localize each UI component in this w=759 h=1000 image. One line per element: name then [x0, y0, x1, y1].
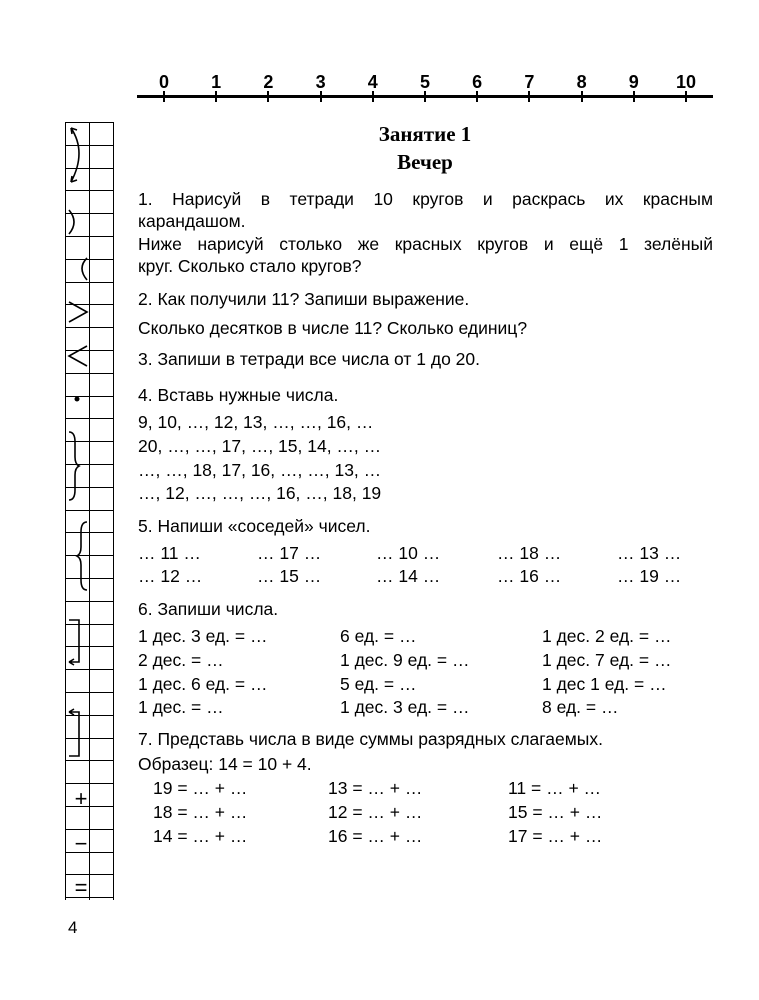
ruler-tick-label: 1	[211, 72, 222, 92]
task6-item: 2 дес. = …	[138, 650, 224, 670]
task7-item: 18 = … + …	[153, 802, 248, 822]
lesson-title	[340, 120, 510, 176]
task7-heading: 7. Представь числа в виде суммы разрядных слагаемых.	[138, 729, 603, 749]
bracket-arrow-icon	[69, 620, 79, 665]
task4-row: …, 12, …, …, …, 16, …, 18, 19	[138, 483, 382, 503]
task5-item: … 14 …	[376, 566, 441, 586]
task6-heading: 6. Запиши числа.	[138, 599, 279, 619]
task7-example: Образец: 14 = 10 + 4.	[138, 754, 312, 774]
number-ruler	[137, 72, 713, 102]
page-number: 4	[68, 918, 78, 937]
task6-item: 1 дес. 6 ед. = …	[138, 674, 268, 694]
right-brace-icon	[69, 432, 79, 500]
ruler-tick-label: 3	[315, 72, 326, 92]
ruler-tick-label: 9	[628, 72, 639, 92]
bracket-arrows-icon	[71, 128, 79, 182]
task4-row: 20, …, …, 17, …, 15, 14, …, …	[138, 436, 382, 456]
task6-item: 1 дес. 3 ед. = …	[340, 697, 470, 717]
task6-item: 1 дес 1 ед. = …	[542, 674, 667, 694]
bracket-arrow-up-icon	[69, 709, 79, 756]
task5-item: … 16 …	[497, 566, 562, 586]
task6-item: 1 дес. 3 ед. = …	[138, 626, 268, 646]
task5-item: … 13 …	[617, 543, 682, 563]
task6-item: 8 ед. = …	[542, 697, 619, 717]
grid-svg	[65, 122, 115, 900]
task5-item: … 11 …	[138, 543, 201, 563]
task7-item: 15 = … + …	[508, 802, 603, 822]
minus-icon: −	[74, 831, 88, 856]
ruler-tick-label: 0	[158, 72, 169, 92]
task4-heading: 4. Вставь нужные числа.	[138, 385, 339, 405]
task2-line2: Сколько десятков в числе 11? Сколько единиц?	[138, 318, 528, 338]
equals-icon: =	[74, 875, 88, 900]
task1-line4: круг. Сколько стало кругов?	[138, 256, 362, 276]
task2-line1: 2. Как получили 11? Запиши выражение.	[138, 289, 470, 309]
title-line-2: Вечер	[397, 150, 453, 174]
task6-item: 5 ед. = …	[340, 674, 417, 694]
task5-item: … 10 …	[376, 543, 441, 563]
task7-item: 14 = … + …	[153, 826, 248, 846]
ruler-tick-label: 2	[263, 72, 274, 92]
ruler-tick-label: 6	[472, 72, 483, 92]
task4-row: 9, 10, …, 12, 13, …, …, 16, …	[138, 412, 374, 432]
task7-item: 13 = … + …	[328, 778, 423, 798]
task5-item: … 17 …	[257, 543, 322, 563]
ruler-tick-label: 10	[675, 72, 697, 92]
less-than-icon	[69, 346, 87, 366]
left-paren-icon	[82, 258, 87, 280]
task1-line2: карандашом.	[138, 211, 246, 231]
task7-item: 11 = … + …	[508, 778, 602, 798]
task1-line1: 1. Нарисуй в тетради 10 кругов и раскрась их красным	[138, 189, 713, 209]
ruler-tick-label: 7	[524, 72, 535, 92]
task6-item: 1 дес. 9 ед. = …	[340, 650, 470, 670]
plus-icon: +	[74, 786, 88, 811]
task6-item: 6 ед. = …	[340, 626, 417, 646]
ruler-tick-label: 4	[367, 72, 378, 92]
task5-item: … 12 …	[138, 566, 203, 586]
task7-item: 17 = … + …	[508, 826, 603, 846]
task7-item: 16 = … + …	[328, 826, 423, 846]
task5-item: … 18 …	[497, 543, 562, 563]
task6-item: 1 дес. = …	[138, 697, 224, 717]
ruler-tick-label: 8	[576, 72, 587, 92]
task6-item: 1 дес. 7 ед. = …	[542, 650, 672, 670]
title-line-1: Занятие 1	[378, 122, 472, 146]
task5-item: … 15 …	[257, 566, 322, 586]
task6-item: 1 дес. 2 ед. = …	[542, 626, 672, 646]
ruler-tick-label: 5	[419, 72, 430, 92]
task3-line1: 3. Запиши в тетради все числа от 1 до 20.	[138, 349, 480, 369]
task5-heading: 5. Напиши «соседей» чисел.	[138, 516, 371, 536]
task4-row: …, …, 18, 17, 16, …, …, 13, …	[138, 460, 382, 480]
dot-icon	[75, 397, 80, 402]
task1-line3: Ниже нарисуй столько же красных кругов и ещё 1 зелёный	[138, 234, 713, 254]
task5-item: … 19 …	[617, 566, 682, 586]
task7-item: 12 = … + …	[328, 802, 423, 822]
task7-item: 19 = … + …	[153, 778, 248, 798]
